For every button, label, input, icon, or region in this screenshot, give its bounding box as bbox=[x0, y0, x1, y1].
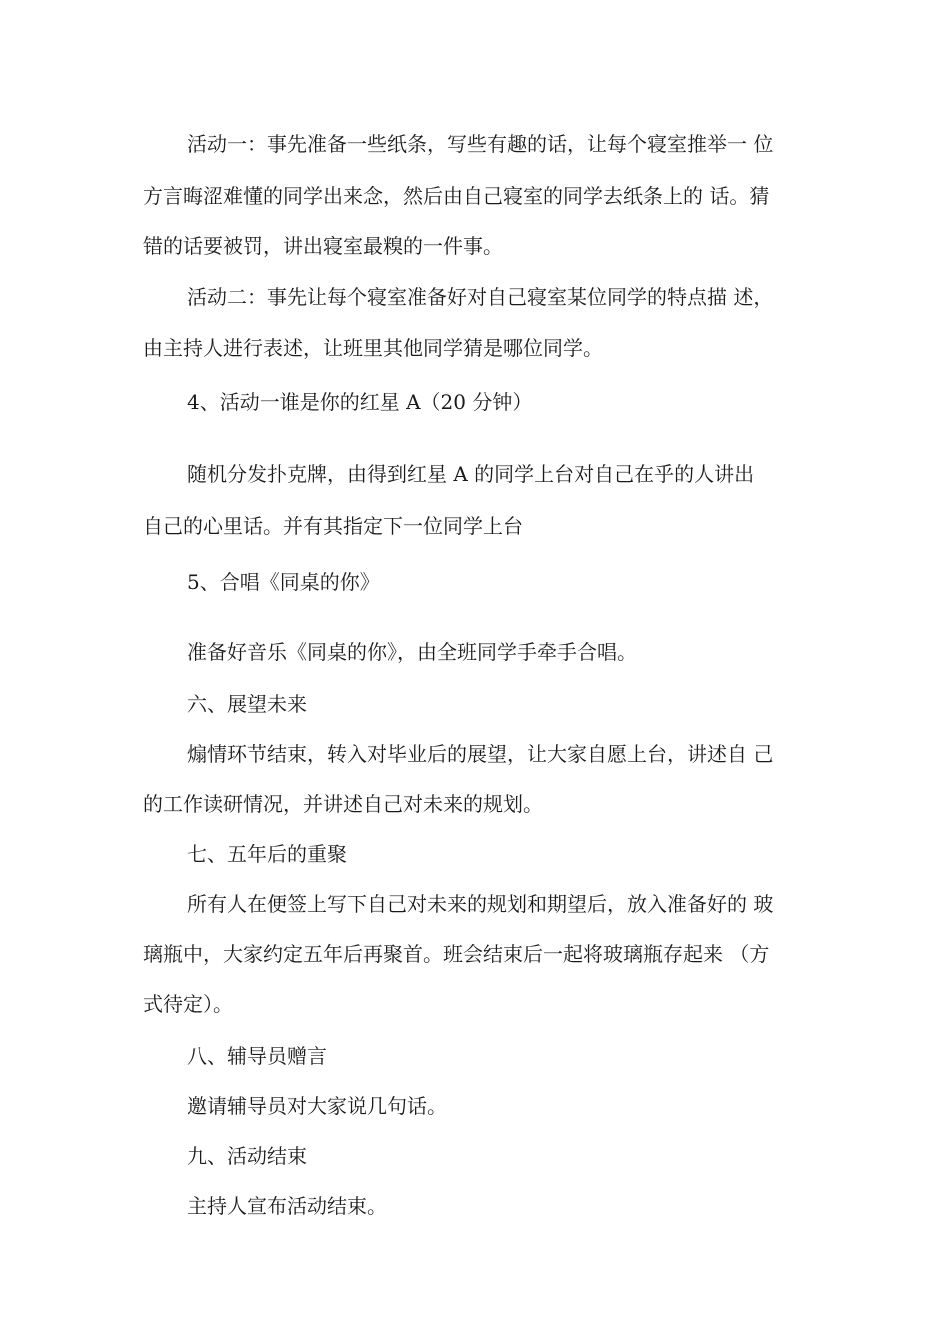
text-line: 璃瓶中，大家约定五年后再聚首。班会结束后一起将玻璃瓶存起来 （方 bbox=[143, 942, 770, 966]
text-line: 邀请辅导员对大家说几句话。 bbox=[187, 1094, 447, 1118]
text-line: 活动一：事先准备一些纸条，写些有趣的话，让每个寝室推举一 位 bbox=[187, 132, 774, 156]
text-line: 活动二：事先让每个寝室准备好对自己寝室某位同学的特点描 述， bbox=[187, 285, 774, 309]
text-line: 由主持人进行表述，让班里其他同学猜是哪位同学。 bbox=[143, 336, 603, 360]
text-line: 的工作读研情况，并讲述自己对未来的规划。 bbox=[143, 792, 543, 816]
text-line: 方言晦涩难懂的同学出来念，然后由自己寝室的同学去纸条上的 话。猜 bbox=[143, 184, 770, 208]
text-line: 七、五年后的重聚 bbox=[187, 842, 347, 866]
text-line: 自己的心里话。并有其指定下一位同学上台 bbox=[143, 514, 523, 538]
text-line: 所有人在便签上写下自己对未来的规划和期望后，放入准备好的 玻 bbox=[187, 892, 774, 916]
text-line: 准备好音乐《同桌的你》，由全班同学手牵手合唱。 bbox=[187, 640, 637, 664]
text-line: 八、辅导员赠言 bbox=[187, 1044, 327, 1068]
text-line: 随机分发扑克牌，由得到红星 A 的同学上台对自己在乎的人讲出 bbox=[187, 462, 755, 486]
text-line: 式待定）。 bbox=[143, 992, 233, 1016]
text-line: 错的话要被罚，讲出寝室最糗的一件事。 bbox=[143, 234, 503, 258]
text-line: 4、活动一谁是你的红星 A（20 分钟） bbox=[187, 390, 533, 414]
text-line: 九、活动结束 bbox=[187, 1144, 307, 1168]
text-line: 煽情环节结束，转入对毕业后的展望，让大家自愿上台，讲述自 己 bbox=[187, 742, 774, 766]
text-line: 主持人宣布活动结束。 bbox=[187, 1194, 387, 1218]
text-line: 六、展望未来 bbox=[187, 692, 307, 716]
text-line: 5、合唱《同桌的你》 bbox=[187, 570, 380, 594]
